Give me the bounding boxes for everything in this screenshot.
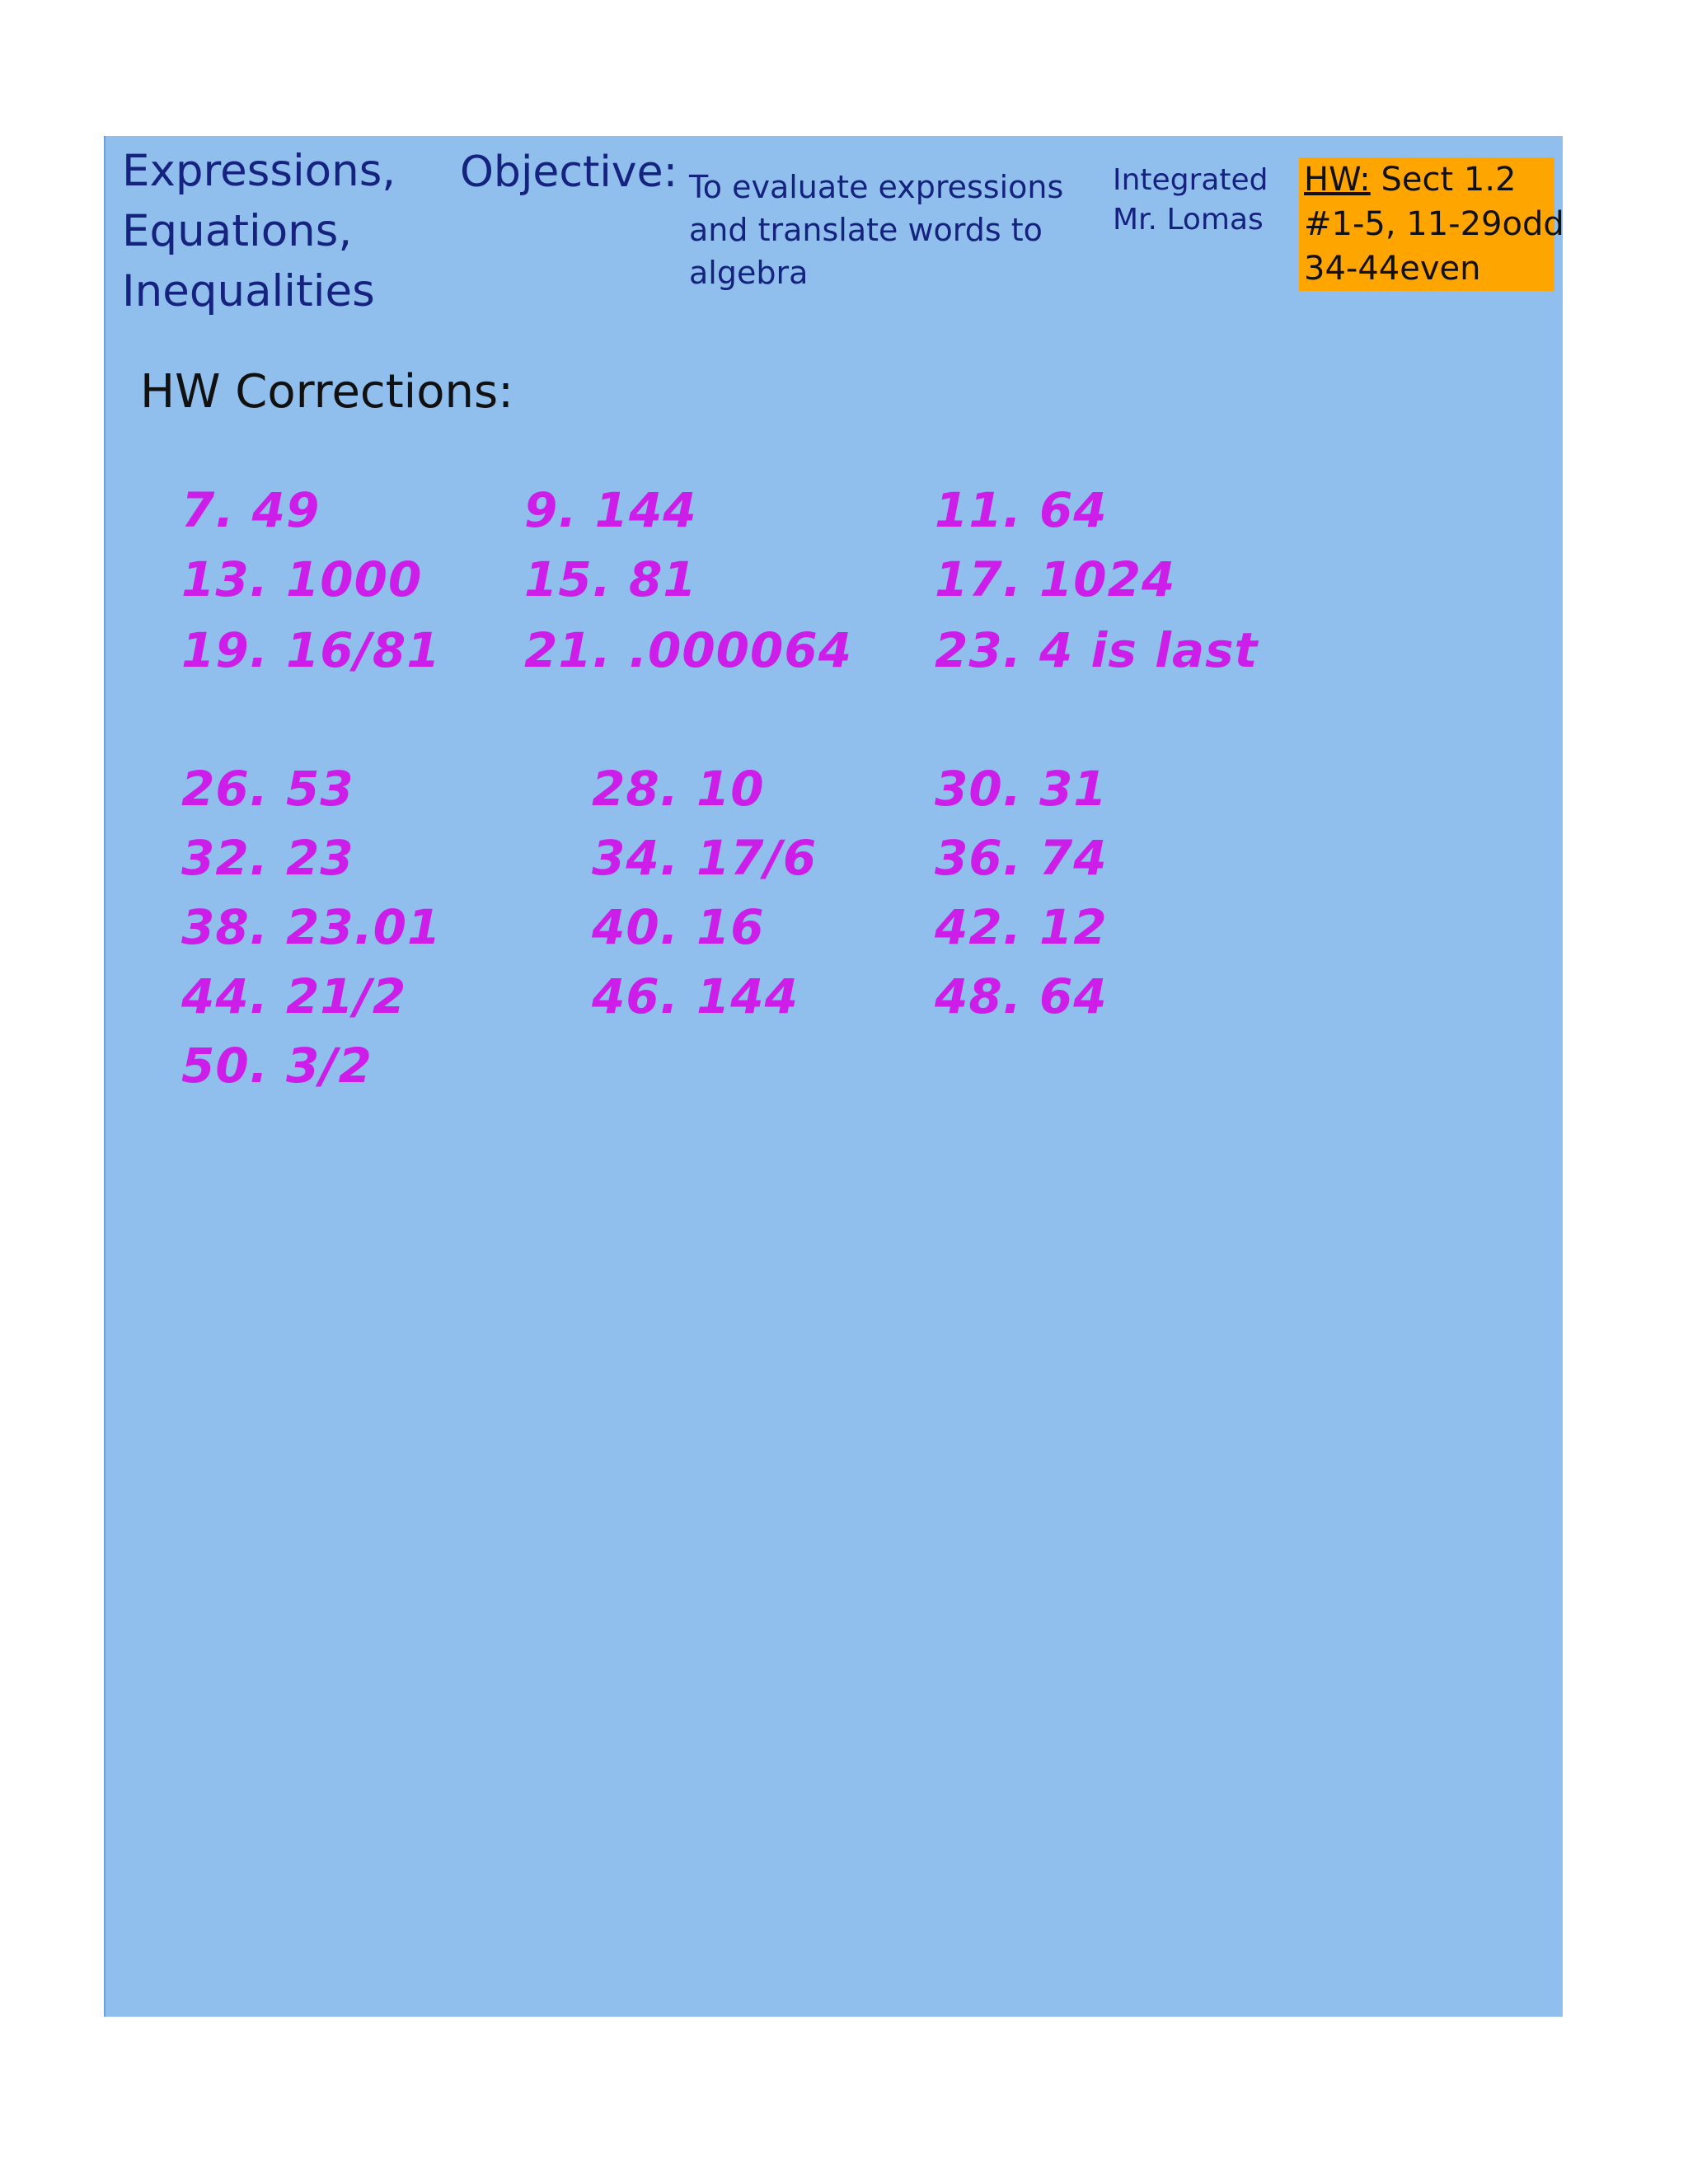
answer-17: 17. 1024 [935,551,1176,607]
answer-7: 7. 49 [181,482,321,538]
homework-line-2: #1-5, 11-29odd [1304,205,1564,243]
teacher-name: Mr. Lomas [1113,203,1264,237]
answer-23: 23. 4 is last [935,622,1259,678]
objective-label: Objective: [460,148,678,197]
answer-50: 50. 3/2 [181,1038,373,1094]
answer-40: 40. 16 [592,899,765,955]
answer-26: 26. 53 [181,761,354,817]
topic-title [122,141,452,321]
answer-32: 32. 23 [181,830,354,886]
answer-19: 19. 16/81 [181,622,441,678]
answer-21: 21. .000064 [524,622,853,678]
answer-15: 15. 81 [524,551,697,607]
course-info [1113,161,1268,240]
homework-line-1 [1304,157,1550,202]
homework-label: HW: [1304,161,1371,199]
answer-48: 48. 64 [935,968,1108,1024]
answer-13: 13. 1000 [181,551,423,607]
answer-9: 9. 144 [524,482,697,538]
topic-line-3: Inequalities [122,266,375,316]
objective-text: To evaluate expressions and translate words to algebra [689,169,1064,291]
answer-46: 46. 144 [592,968,799,1024]
answer-44: 44. 21/2 [181,968,407,1024]
topic-line-1: Expressions, [122,146,396,196]
homework-line-3: 34-44even [1304,250,1481,288]
answer-38: 38. 23.01 [181,899,442,955]
homework-box [1299,157,1564,291]
homework-section: Sect 1.2 [1370,161,1517,199]
answer-30: 30. 31 [935,761,1108,817]
corrections-title: HW Corrections: [140,365,514,419]
answer-34: 34. 17/6 [592,830,818,886]
slide-page [104,136,1563,2017]
answer-11: 11. 64 [935,482,1108,538]
answer-36: 36. 74 [935,830,1108,886]
topic-line-2: Equations, [122,206,353,256]
answer-28: 28. 10 [592,761,765,817]
answer-42: 42. 12 [935,899,1108,955]
course-name: Integrated [1113,163,1268,197]
